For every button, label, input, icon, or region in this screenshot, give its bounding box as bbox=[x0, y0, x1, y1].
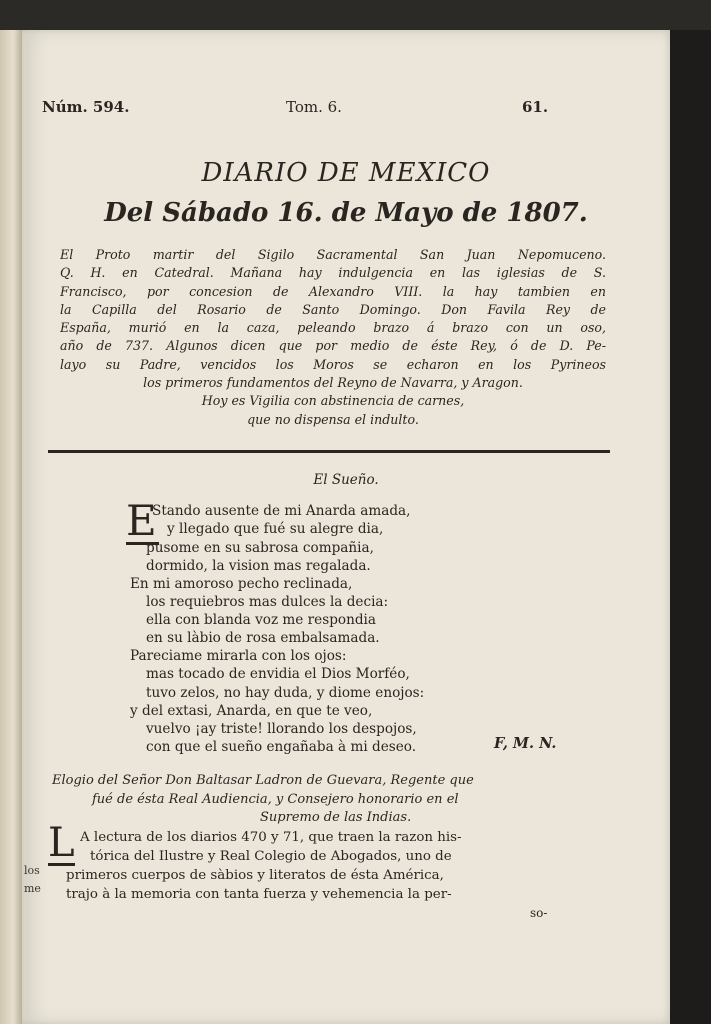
poem-line: vuelvo ¡ay triste! llorando los despojos, bbox=[146, 721, 417, 737]
notice-line: El Proto martir del Sigilo Sacramental San Juan Nepomuceno. bbox=[60, 247, 606, 262]
issue-number: Núm. 594. bbox=[42, 98, 130, 116]
elogio-line: Elogio del Señor Don Baltasar Ladron de Guevara, Regente que bbox=[52, 773, 474, 788]
poem-line: pusome en su sabrosa compañia, bbox=[146, 540, 374, 556]
poem-line: ella con blanda voz me respondia bbox=[146, 612, 376, 628]
poem-line: tuvo zelos, no hay duda, y diome enojos: bbox=[146, 685, 425, 701]
elogio-line: Supremo de las Indias. bbox=[260, 810, 412, 825]
notice-line: la Capilla del Rosario de Santo Domingo. Don Favila Rey de bbox=[60, 301, 606, 317]
newspaper-title: DIARIO DE MEXICO bbox=[201, 158, 491, 188]
poem-line: Stando ausente de mi Anarda amada, bbox=[152, 503, 411, 519]
notice-line: los primeros fundamentos del Reyno de Navarra, y Aragon. bbox=[143, 375, 523, 391]
newspaper-page bbox=[22, 30, 670, 1024]
poem-line: en su làbio de rosa embalsamada. bbox=[146, 630, 380, 646]
poem-line: y llegado que fué su alegre dia, bbox=[167, 521, 384, 537]
catchword: so- bbox=[530, 906, 548, 920]
notice-line: año de 737. Algunos dicen que por medio de éste Rey, ó de D. Pe- bbox=[60, 338, 606, 354]
notice-line: layo su Padre, vencidos los Moros se echaron en los Pyrineos bbox=[60, 356, 606, 372]
section-divider bbox=[48, 450, 610, 453]
poem-line: dormido, la vision mas regalada. bbox=[146, 558, 371, 574]
poem-line: Pareciame mirarla con los ojos: bbox=[130, 648, 347, 664]
prose-line: A lectura de los diarios 470 y 71, que traen la razon his- bbox=[80, 830, 462, 845]
prose-drop-cap: L bbox=[48, 820, 75, 866]
issue-date: Del Sábado 16. de Mayo de 1807. bbox=[104, 198, 588, 228]
notice-line: Hoy es Vigilia con abstinencia de carnes, bbox=[201, 393, 465, 409]
elogio-heading bbox=[48, 772, 610, 828]
prose-line: trajo à la memoria con tanta fuerza y vehemencia la per- bbox=[66, 887, 452, 902]
poem-drop-cap: E bbox=[126, 496, 157, 545]
poem-title: El Sueño. bbox=[313, 472, 379, 488]
daily-notice bbox=[60, 246, 606, 429]
poem-line: los requiebros mas dulces la decia: bbox=[146, 594, 389, 610]
notice-line: España, murió en la caza, peleando brazo á brazo con un oso, bbox=[60, 320, 606, 336]
page-number: 61. bbox=[522, 98, 549, 116]
prose-line: tórica del Ilustre y Real Colegio de Abogados, uno de bbox=[90, 849, 452, 864]
elogio-line: fué de ésta Real Audiencia, y Consejero honorario en el bbox=[92, 791, 459, 807]
poem-signature: F, M. N. bbox=[494, 735, 557, 752]
notice-line: que no dispensa el indulto. bbox=[247, 411, 419, 427]
tome-number: Tom. 6. bbox=[286, 98, 342, 116]
margin-note: los bbox=[24, 864, 40, 877]
notice-line: Q. H. en Catedral. Mañana hay indulgencia en las iglesias de S. bbox=[60, 265, 606, 281]
margin-note: me bbox=[24, 882, 41, 895]
book-right-edge bbox=[670, 30, 711, 1024]
poem-line: con que el sueño engañaba à mi deseo. bbox=[146, 739, 417, 755]
book-left-edge bbox=[0, 30, 22, 1024]
poem-line: y del extasi, Anarda, en que te veo, bbox=[130, 703, 373, 719]
poem-line: En mi amoroso pecho reclinada, bbox=[130, 576, 353, 592]
notice-line: Francisco, por concesion de Alexandro VIII. la hay tambien en bbox=[60, 283, 606, 299]
prose-line: primeros cuerpos de sàbios y literatos de ésta América, bbox=[66, 868, 444, 883]
poem-line: mas tocado de envidia el Dios Morféo, bbox=[146, 666, 410, 682]
